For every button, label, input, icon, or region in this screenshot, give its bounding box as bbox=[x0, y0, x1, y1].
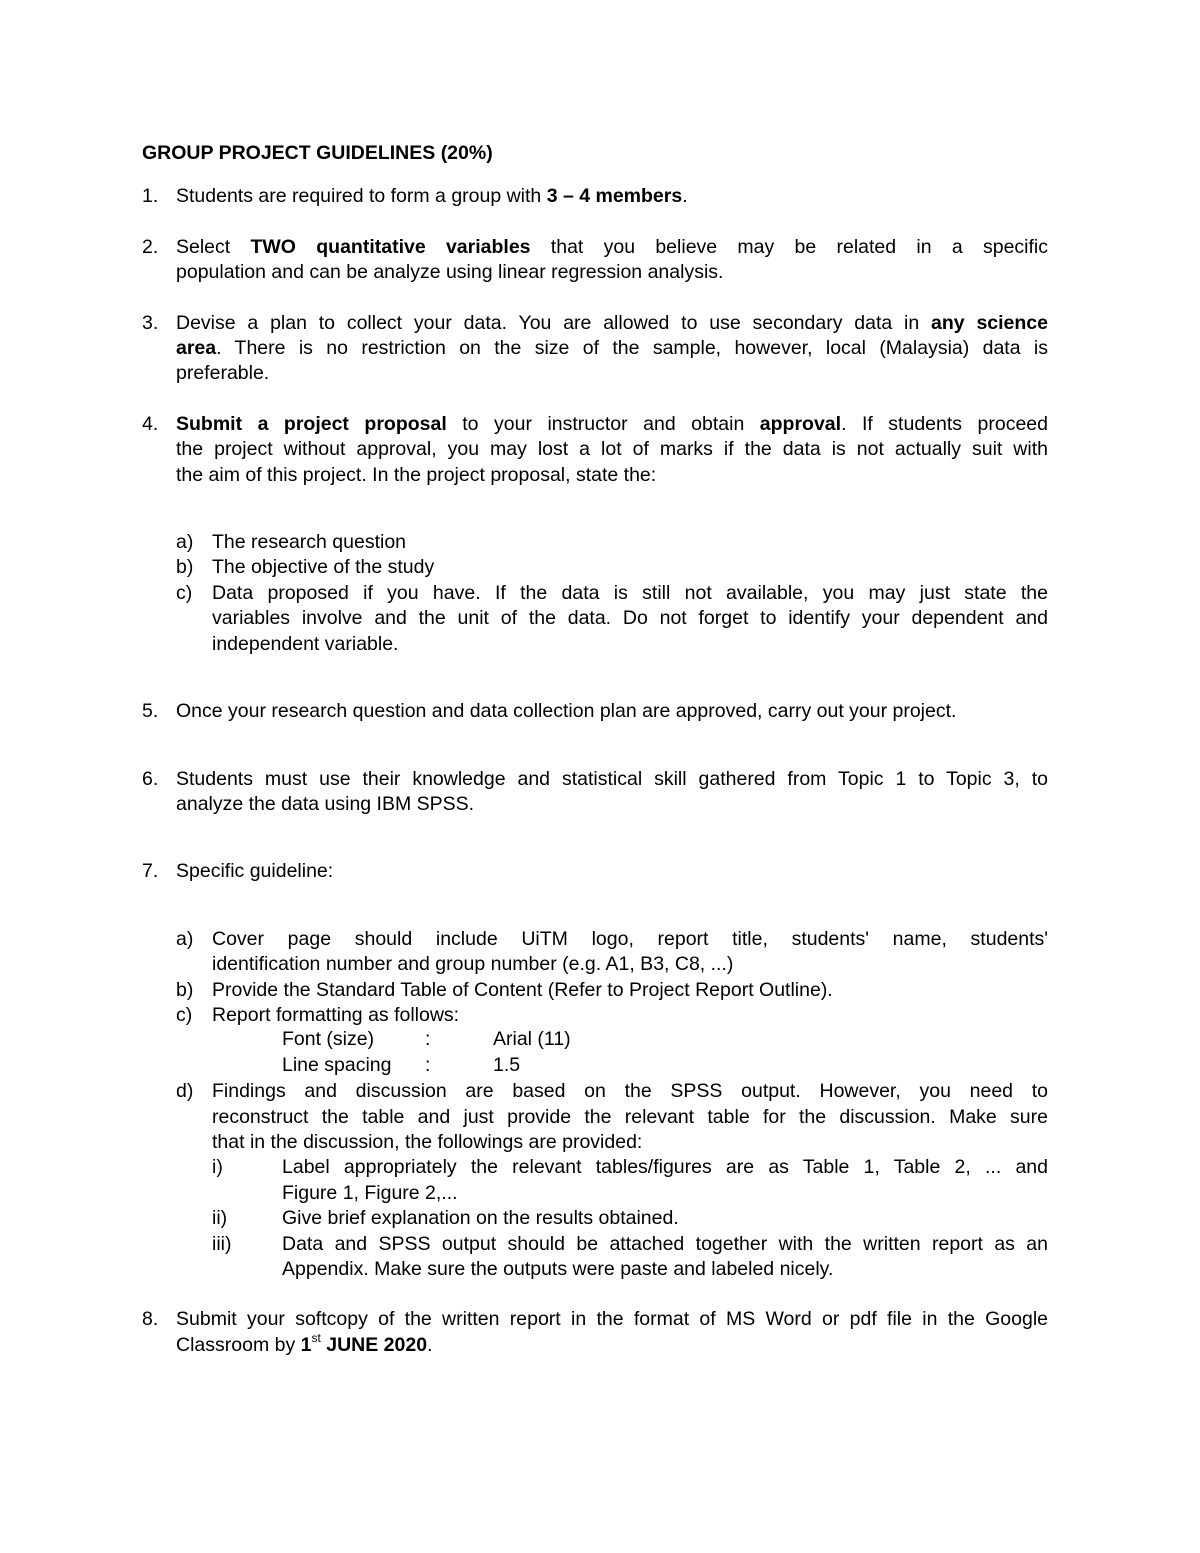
subitem-b: b) The objective of the study bbox=[176, 556, 435, 579]
roman-item-iii: iii) Data and SPSS output should be attached together with the written report as an Appendix. Make sure the outputs were paste and labeled nicely. bbox=[212, 1232, 1048, 1280]
proposal-subitems bbox=[142, 530, 1048, 657]
specific-guideline-subitems bbox=[142, 927, 1048, 1283]
item-text: Once your research question and data collection plan are approved, carry out your project. bbox=[176, 700, 957, 723]
item-line: Students must use their knowledge and statistical skill gathered from Topic 1 to Topic 3, to bbox=[176, 767, 1048, 790]
item-number: 5. bbox=[142, 700, 159, 723]
item-line: Submit your softcopy of the written report in the format of MS Word or pdf file in the Google bbox=[176, 1308, 1048, 1331]
guideline-item-1 bbox=[142, 184, 1048, 209]
item-number: 7. bbox=[142, 860, 159, 883]
item-line: Classroom by 1st JUNE 2020. bbox=[176, 1331, 433, 1356]
subitem-c: c) Report formatting as follows: bbox=[176, 1003, 460, 1026]
item-line: analyze the data using IBM SPSS. bbox=[176, 792, 475, 815]
item-line: Submit a project proposal to your instructor and obtain approval. If students proceed bbox=[176, 412, 1048, 435]
roman-item-i: i) Label appropriately the relevant tables/figures are as Table 1, Table 2, ... and Figure 1, Figure 2,... bbox=[212, 1156, 1048, 1204]
roman-item-ii: ii) Give brief explanation on the results obtained. bbox=[212, 1207, 679, 1230]
guideline-item-4 bbox=[142, 412, 1048, 488]
item-line: Devise a plan to collect your data. You are allowed to use secondary data in any science bbox=[176, 311, 1048, 334]
item-line: the aim of this project. In the project proposal, state the: bbox=[176, 463, 657, 486]
subitem-d: d) Findings and discussion are based on the SPSS output. However, you need to reconstruct the table and just provide the relevant table for the discussion. Make sure that in the discussion, the followings are provided: bbox=[176, 1080, 1048, 1153]
subitem-a: a) The research question bbox=[176, 531, 407, 554]
document-body bbox=[142, 141, 1048, 1358]
guideline-item-2 bbox=[142, 235, 1048, 286]
item-line: preferable. bbox=[176, 362, 270, 385]
item-text: Specific guideline: bbox=[176, 860, 334, 883]
item-line: population and can be analyze using linear regression analysis. bbox=[176, 261, 724, 284]
guideline-item-8 bbox=[142, 1307, 1048, 1358]
subitem-a: a) Cover page should include UiTM logo, report title, students' name, students' identification number and group number (e.g. A1, B3, C8, ...) bbox=[176, 927, 1048, 976]
item-number: 8. bbox=[142, 1308, 159, 1331]
item-line: the project without approval, you may lost a lot of marks if the data is not actually suit with bbox=[176, 438, 1048, 461]
format-row-font: Font (size) : Arial (11) bbox=[282, 1028, 571, 1051]
subitem-b: b) Provide the Standard Table of Content (Refer to Project Report Outline). bbox=[176, 978, 833, 1001]
document-title: GROUP PROJECT GUIDELINES (20%) bbox=[142, 142, 493, 164]
guideline-item-7 bbox=[142, 859, 1048, 884]
item-number: 1. bbox=[142, 185, 159, 208]
item-number: 6. bbox=[142, 767, 159, 790]
item-number: 2. bbox=[142, 235, 159, 258]
guideline-item-6 bbox=[142, 767, 1048, 818]
guideline-item-3 bbox=[142, 311, 1048, 387]
item-number: 4. bbox=[142, 412, 159, 435]
item-line: Select TWO quantitative variables that you believe may be related in a specific bbox=[176, 235, 1049, 258]
item-number: 3. bbox=[142, 311, 159, 334]
item-text: Students are required to form a group with 3 – 4 members. bbox=[176, 185, 688, 208]
item-line: area. There is no restriction on the size of the sample, however, local (Malaysia) data is bbox=[176, 337, 1048, 360]
format-row-line-spacing: Line spacing : 1.5 bbox=[282, 1053, 521, 1076]
guideline-item-5 bbox=[142, 699, 1048, 724]
subitem-c: c) Data proposed if you have. If the data is still not available, you may just state the variables involve and the unit of the data. Do not forget to identify your dependent and independent variable. bbox=[176, 581, 1048, 655]
